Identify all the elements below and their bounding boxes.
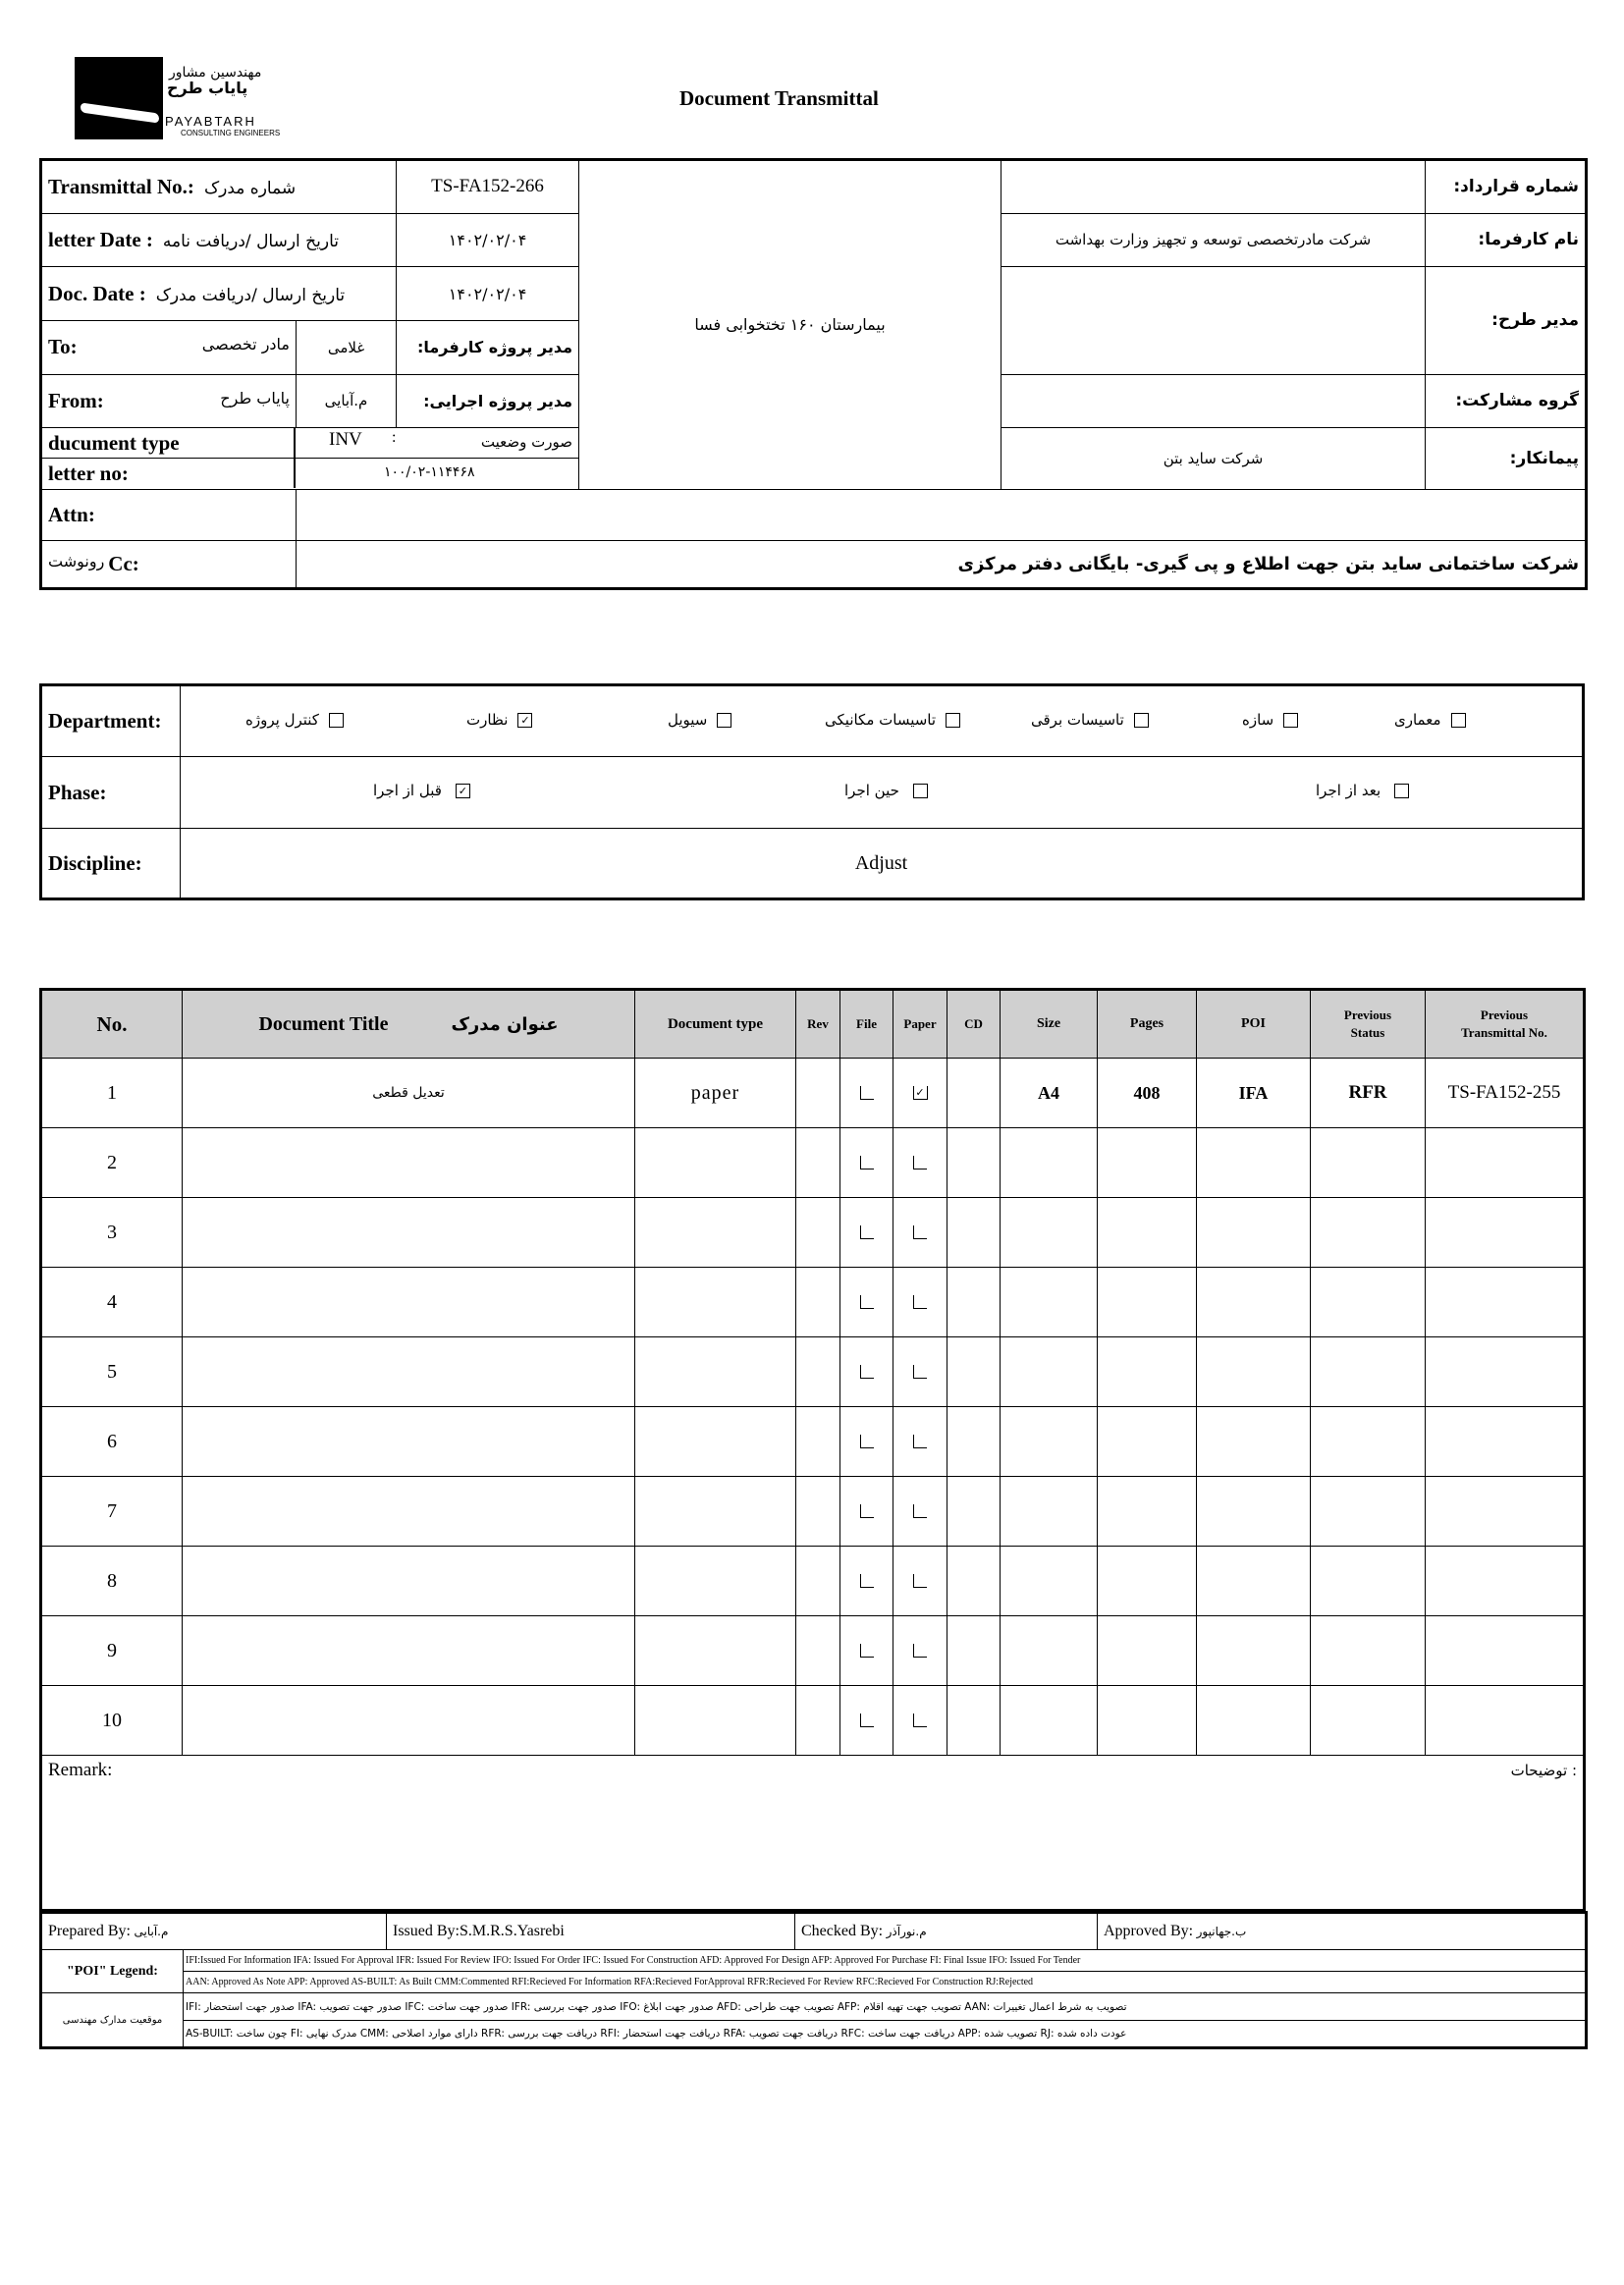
row-pages bbox=[1098, 1198, 1197, 1268]
exec-pm-name: م.آبایی bbox=[297, 374, 397, 428]
row-size bbox=[1001, 1547, 1098, 1616]
row-size: A4 bbox=[1001, 1059, 1098, 1128]
row-prev-status bbox=[1311, 1616, 1426, 1686]
department-option-label: کنترل پروژه bbox=[245, 710, 319, 729]
checkbox-icon[interactable] bbox=[860, 1156, 874, 1170]
employer-label: نام کارفرما: bbox=[1426, 213, 1587, 267]
employer-value: شرکت مادرتخصصی توسعه و تجهیز وزارت بهداشت bbox=[1001, 213, 1426, 267]
col-prev-transmittal: Previous Transmittal No. bbox=[1426, 990, 1585, 1059]
issued-by: Issued By:S.M.R.S.Yasrebi bbox=[387, 1913, 795, 1950]
row-rev bbox=[796, 1616, 840, 1686]
row-cd bbox=[947, 1268, 1001, 1337]
row-size bbox=[1001, 1686, 1098, 1756]
col-file: File bbox=[840, 990, 893, 1059]
row-prev-status bbox=[1311, 1547, 1426, 1616]
row-prev-status bbox=[1311, 1477, 1426, 1547]
department-option-label: نظارت bbox=[466, 710, 509, 729]
row-title bbox=[183, 1128, 635, 1198]
department-option-label: تاسیسات مکانیکی bbox=[825, 710, 937, 729]
checkbox-icon[interactable] bbox=[913, 1504, 927, 1518]
transmittal-no-label: Transmittal No.: شماره مدرک bbox=[41, 160, 397, 214]
checkbox-icon[interactable] bbox=[860, 1295, 874, 1309]
contractor-value: شرکت ساید بتن bbox=[1001, 428, 1426, 490]
col-size: Size bbox=[1001, 990, 1098, 1059]
cc-value: شرکت ساختمانی ساید بتن جهت اطلاع و پی گیری- بایگانی دفتر مرکزی bbox=[297, 541, 1587, 589]
checkbox-icon[interactable] bbox=[913, 1644, 927, 1658]
checkbox-icon[interactable] bbox=[860, 1644, 874, 1658]
row-paper bbox=[893, 1268, 947, 1337]
letter-date-label: letter Date : تاریخ ارسال /دریافت نامه bbox=[41, 213, 397, 267]
col-cd: CD bbox=[947, 990, 1001, 1059]
remark-area bbox=[41, 1756, 1585, 1911]
row-file bbox=[840, 1268, 893, 1337]
col-poi: POI bbox=[1197, 990, 1311, 1059]
discipline-label: Discipline: bbox=[41, 829, 181, 899]
row-poi bbox=[1197, 1337, 1311, 1407]
row-paper bbox=[893, 1547, 947, 1616]
to-row: To: مادر تخصصی bbox=[41, 320, 297, 374]
row-paper bbox=[893, 1059, 947, 1128]
table-row bbox=[41, 1686, 1585, 1756]
row-no: 8 bbox=[41, 1547, 183, 1616]
exec-pm-label: مدیر پروژه اجرایی: bbox=[397, 374, 579, 428]
design-manager-label: مدیر طرح: bbox=[1426, 267, 1587, 374]
department-option-label: تاسیسات برقی bbox=[1031, 710, 1124, 729]
col-prev-status: Previous Status bbox=[1311, 990, 1426, 1059]
row-file bbox=[840, 1337, 893, 1407]
row-doc-type bbox=[635, 1407, 796, 1477]
department-option-6[interactable] bbox=[1394, 711, 1466, 729]
department-option-4[interactable] bbox=[1031, 711, 1149, 729]
row-prev-transmittal bbox=[1426, 1407, 1585, 1477]
row-no: 5 bbox=[41, 1337, 183, 1407]
row-paper bbox=[893, 1128, 947, 1198]
doc-date-value: ۱۴۰۲/۰۲/۰۴ bbox=[397, 267, 579, 321]
col-title: Document Title عنوان مدرک bbox=[183, 990, 635, 1059]
remark-label-fa: توضیحات : bbox=[1510, 1762, 1577, 1779]
row-pages bbox=[1098, 1616, 1197, 1686]
status-legend-line-1: IFI: صدور جهت استحضار IFA: صدور جهت تصویب IFC: صدور جهت ساخت IFR: صدور جهت بررسی IFO: صدور جهت ابلاغ AFD: تصویب جهت طراحی AFP: تصویب جهت تهیه اقلام AAN: تصویب به شرط اعمال تغییرات bbox=[184, 1993, 1587, 2021]
table-header-row bbox=[41, 990, 1585, 1059]
checkbox-icon[interactable] bbox=[913, 1574, 927, 1588]
table-row bbox=[41, 1337, 1585, 1407]
remark-label: Remark: bbox=[48, 1760, 113, 1780]
contractor-label: پیمانکار: bbox=[1426, 428, 1587, 490]
row-cd bbox=[947, 1686, 1001, 1756]
row-cd bbox=[947, 1059, 1001, 1128]
checkbox-icon[interactable] bbox=[329, 713, 344, 728]
row-file bbox=[840, 1477, 893, 1547]
row-size bbox=[1001, 1128, 1098, 1198]
department-options bbox=[181, 685, 1584, 757]
row-rev bbox=[796, 1059, 840, 1128]
col-paper: Paper bbox=[893, 990, 947, 1059]
checkbox-icon[interactable] bbox=[717, 713, 731, 728]
row-title bbox=[183, 1268, 635, 1337]
row-rev bbox=[796, 1686, 840, 1756]
department-option-label: سازه bbox=[1242, 710, 1274, 729]
row-pages bbox=[1098, 1128, 1197, 1198]
checked-box-icon[interactable]: ✓ bbox=[456, 784, 470, 798]
row-poi bbox=[1197, 1686, 1311, 1756]
status-legend-label: موقعیت مدارک مهندسی bbox=[41, 1993, 184, 2048]
discipline-value: Adjust bbox=[181, 829, 1584, 899]
row-cd bbox=[947, 1337, 1001, 1407]
contract-no-label: شماره قرارداد: bbox=[1426, 160, 1587, 214]
checkbox-icon[interactable] bbox=[1134, 713, 1149, 728]
row-doc-type bbox=[635, 1477, 796, 1547]
checkbox-icon[interactable] bbox=[913, 1156, 927, 1170]
row-cd bbox=[947, 1407, 1001, 1477]
prepared-by: Prepared By: م.آبایی bbox=[41, 1913, 387, 1950]
row-poi bbox=[1197, 1268, 1311, 1337]
row-prev-transmittal bbox=[1426, 1686, 1585, 1756]
partner-group-value bbox=[1001, 374, 1426, 428]
row-prev-status bbox=[1311, 1268, 1426, 1337]
row-cd bbox=[947, 1477, 1001, 1547]
row-doc-type bbox=[635, 1198, 796, 1268]
row-file bbox=[840, 1616, 893, 1686]
checkbox-icon[interactable] bbox=[860, 1086, 874, 1100]
department-label: Department: bbox=[41, 685, 181, 757]
row-title bbox=[183, 1686, 635, 1756]
table-row bbox=[41, 1268, 1585, 1337]
row-no: 9 bbox=[41, 1616, 183, 1686]
row-poi bbox=[1197, 1477, 1311, 1547]
documents-table bbox=[39, 988, 1586, 1912]
checkbox-icon[interactable] bbox=[1394, 784, 1409, 798]
company-logo-mark bbox=[75, 57, 163, 139]
department-option-0[interactable] bbox=[245, 711, 344, 729]
row-doc-type bbox=[635, 1616, 796, 1686]
row-poi bbox=[1197, 1407, 1311, 1477]
row-title: تعدیل قطعی bbox=[183, 1059, 635, 1128]
poi-legend-line-2: AAN: Approved As Note APP: Approved AS-BUILT: As Built CMM:Commented RFI:Recieved For Information RFA:Recieved ForApproval RFR:Recieved For Review RFC:Recieved For Construction RJ:Rejected bbox=[184, 1972, 1587, 1993]
row-no: 4 bbox=[41, 1268, 183, 1337]
row-file bbox=[840, 1198, 893, 1268]
table-row bbox=[41, 1128, 1585, 1198]
logo-en-name: PAYABTARH bbox=[165, 114, 256, 129]
table-row bbox=[41, 1059, 1585, 1128]
row-prev-status bbox=[1311, 1198, 1426, 1268]
checkbox-icon[interactable] bbox=[860, 1574, 874, 1588]
table-row bbox=[41, 1198, 1585, 1268]
row-no: 2 bbox=[41, 1128, 183, 1198]
logo-fa-top: مهندسین مشاور bbox=[169, 65, 262, 81]
row-cd bbox=[947, 1198, 1001, 1268]
doc-type-block: ducument type INV : صورت وضعیت letter no: ۱۰۰/۰۲-۱۱۴۴۶۸ bbox=[41, 428, 579, 490]
table-row bbox=[41, 1407, 1585, 1477]
row-doc-type bbox=[635, 1547, 796, 1616]
row-prev-status: RFR bbox=[1311, 1059, 1426, 1128]
row-prev-transmittal bbox=[1426, 1616, 1585, 1686]
row-prev-transmittal bbox=[1426, 1477, 1585, 1547]
row-poi bbox=[1197, 1198, 1311, 1268]
department-table bbox=[39, 683, 1585, 900]
row-pages bbox=[1098, 1477, 1197, 1547]
checkbox-icon[interactable] bbox=[913, 784, 928, 798]
row-size bbox=[1001, 1337, 1098, 1407]
checkbox-icon[interactable] bbox=[860, 1504, 874, 1518]
row-size bbox=[1001, 1407, 1098, 1477]
row-rev bbox=[796, 1407, 840, 1477]
partner-group-label: گروه مشارکت: bbox=[1426, 374, 1587, 428]
row-file bbox=[840, 1059, 893, 1128]
row-doc-type bbox=[635, 1128, 796, 1198]
row-doc-type bbox=[635, 1337, 796, 1407]
table-row bbox=[41, 1477, 1585, 1547]
checkbox-icon[interactable] bbox=[860, 1714, 874, 1727]
client-pm-name: غلامی bbox=[297, 320, 397, 374]
department-option-5[interactable] bbox=[1242, 711, 1298, 729]
row-prev-transmittal bbox=[1426, 1337, 1585, 1407]
department-option-label: معماری bbox=[1394, 710, 1441, 729]
page-title: Document Transmittal bbox=[679, 86, 879, 110]
checkbox-icon[interactable] bbox=[913, 1295, 927, 1309]
cc-label: Cc: رونوشت bbox=[41, 541, 297, 589]
logo-fa-name: پایاب طرح bbox=[167, 79, 248, 97]
row-title bbox=[183, 1547, 635, 1616]
col-pages: Pages bbox=[1098, 990, 1197, 1059]
signoff-table bbox=[39, 1911, 1588, 2049]
transmittal-no-value: TS-FA152-266 bbox=[397, 160, 579, 214]
attn-label: Attn: bbox=[41, 489, 297, 541]
department-option-2[interactable] bbox=[668, 711, 731, 729]
col-no: No. bbox=[41, 990, 183, 1059]
col-rev: Rev bbox=[796, 990, 840, 1059]
row-pages bbox=[1098, 1686, 1197, 1756]
row-file bbox=[840, 1686, 893, 1756]
phase-option-label: حین اجرا bbox=[844, 782, 899, 799]
checkbox-icon[interactable] bbox=[860, 1365, 874, 1379]
row-rev bbox=[796, 1477, 840, 1547]
project-name: بیمارستان ۱۶۰ تختخوابی فسا bbox=[579, 160, 1001, 490]
row-paper bbox=[893, 1477, 947, 1547]
row-prev-transmittal bbox=[1426, 1547, 1585, 1616]
row-no: 1 bbox=[41, 1059, 183, 1128]
row-prev-transmittal bbox=[1426, 1198, 1585, 1268]
doc-date-label: Doc. Date : تاریخ ارسال /دریافت مدرک bbox=[41, 267, 397, 321]
checkbox-icon[interactable] bbox=[1451, 713, 1466, 728]
row-pages bbox=[1098, 1268, 1197, 1337]
row-doc-type bbox=[635, 1268, 796, 1337]
row-poi bbox=[1197, 1128, 1311, 1198]
checkbox-icon[interactable] bbox=[860, 1435, 874, 1448]
checkbox-icon[interactable] bbox=[913, 1714, 927, 1727]
row-no: 10 bbox=[41, 1686, 183, 1756]
checkbox-icon[interactable] bbox=[913, 1435, 927, 1448]
row-pages bbox=[1098, 1407, 1197, 1477]
row-title bbox=[183, 1616, 635, 1686]
row-doc-type: paper bbox=[635, 1059, 796, 1128]
row-poi bbox=[1197, 1616, 1311, 1686]
row-rev bbox=[796, 1128, 840, 1198]
department-option-3[interactable] bbox=[825, 711, 960, 729]
logo-en-sub: CONSULTING ENGINEERS bbox=[181, 129, 281, 137]
checkbox-icon[interactable] bbox=[913, 1225, 927, 1239]
row-rev bbox=[796, 1198, 840, 1268]
row-pages bbox=[1098, 1337, 1197, 1407]
row-cd bbox=[947, 1616, 1001, 1686]
from-row: From: پایاب طرح bbox=[41, 374, 297, 428]
phase-option-label: قبل از اجرا bbox=[373, 782, 442, 799]
row-pages: 408 bbox=[1098, 1059, 1197, 1128]
row-pages bbox=[1098, 1547, 1197, 1616]
row-rev bbox=[796, 1337, 840, 1407]
row-prev-status bbox=[1311, 1407, 1426, 1477]
row-size bbox=[1001, 1198, 1098, 1268]
checked-by: Checked By: م.نورآذر bbox=[795, 1913, 1098, 1950]
table-row bbox=[41, 1547, 1585, 1616]
department-option-1[interactable] bbox=[466, 711, 532, 729]
checked-box-icon[interactable]: ✓ bbox=[517, 713, 532, 728]
row-no: 7 bbox=[41, 1477, 183, 1547]
row-no: 6 bbox=[41, 1407, 183, 1477]
row-prev-transmittal bbox=[1426, 1128, 1585, 1198]
row-size bbox=[1001, 1616, 1098, 1686]
phase-label: Phase: bbox=[41, 757, 181, 829]
row-poi bbox=[1197, 1547, 1311, 1616]
checked-box-icon[interactable]: ✓ bbox=[913, 1086, 928, 1100]
department-option-label: سیویل bbox=[668, 710, 708, 729]
row-title bbox=[183, 1337, 635, 1407]
checkbox-icon[interactable] bbox=[913, 1365, 927, 1379]
row-paper bbox=[893, 1407, 947, 1477]
letter-date-value: ۱۴۰۲/۰۲/۰۴ bbox=[397, 213, 579, 267]
attn-value bbox=[297, 489, 1587, 541]
row-prev-status bbox=[1311, 1686, 1426, 1756]
phase-options bbox=[181, 757, 1584, 829]
row-file bbox=[840, 1547, 893, 1616]
row-title bbox=[183, 1407, 635, 1477]
row-prev-transmittal: TS-FA152-255 bbox=[1426, 1059, 1585, 1128]
poi-legend-line-1: IFI:Issued For Information IFA: Issued For Approval IFR: Issued For Review IFO: Issued For Order IFC: Issued For Construction AFD: Approved For Design AFP: Approved For Purchase FI: Final Issue IFO: Issued For Tender bbox=[184, 1950, 1587, 1972]
table-row bbox=[41, 1616, 1585, 1686]
status-legend-line-2: AS-BUILT: چون ساخت FI: مدرک نهایی CMM: دارای موارد اصلاحی RFR: دریافت جهت بررسی RFI: دریافت جهت استحضار RFA: دریافت جهت تصویب RFC: دریافت جهت ساخت APP: تصویب شده RJ: عودت داده شده bbox=[184, 2021, 1587, 2048]
row-doc-type bbox=[635, 1686, 796, 1756]
row-rev bbox=[796, 1547, 840, 1616]
phase-option-label: بعد از اجرا bbox=[1316, 782, 1381, 799]
contract-no-value bbox=[1001, 160, 1426, 214]
phase-option-0[interactable] bbox=[373, 782, 470, 799]
row-prev-status bbox=[1311, 1337, 1426, 1407]
col-doc-type: Document type bbox=[635, 990, 796, 1059]
row-cd bbox=[947, 1128, 1001, 1198]
row-file bbox=[840, 1128, 893, 1198]
row-title bbox=[183, 1477, 635, 1547]
row-no: 3 bbox=[41, 1198, 183, 1268]
row-size bbox=[1001, 1268, 1098, 1337]
phase-option-2[interactable] bbox=[1316, 782, 1409, 799]
row-paper bbox=[893, 1198, 947, 1268]
phase-option-1[interactable] bbox=[844, 782, 928, 799]
row-cd bbox=[947, 1547, 1001, 1616]
row-paper bbox=[893, 1616, 947, 1686]
row-paper bbox=[893, 1686, 947, 1756]
header-table bbox=[39, 158, 1588, 590]
row-prev-status bbox=[1311, 1128, 1426, 1198]
approved-by: Approved By: ب.جهانپور bbox=[1098, 1913, 1587, 1950]
row-rev bbox=[796, 1268, 840, 1337]
row-file bbox=[840, 1407, 893, 1477]
design-manager-value bbox=[1001, 267, 1426, 374]
row-prev-transmittal bbox=[1426, 1268, 1585, 1337]
row-poi: IFA bbox=[1197, 1059, 1311, 1128]
row-paper bbox=[893, 1337, 947, 1407]
poi-legend-label: "POI" Legend: bbox=[41, 1950, 184, 1993]
checkbox-icon[interactable] bbox=[946, 713, 960, 728]
checkbox-icon[interactable] bbox=[1283, 713, 1298, 728]
row-size bbox=[1001, 1477, 1098, 1547]
client-pm-label: مدیر پروژه کارفرما: bbox=[397, 320, 579, 374]
row-title bbox=[183, 1198, 635, 1268]
checkbox-icon[interactable] bbox=[860, 1225, 874, 1239]
